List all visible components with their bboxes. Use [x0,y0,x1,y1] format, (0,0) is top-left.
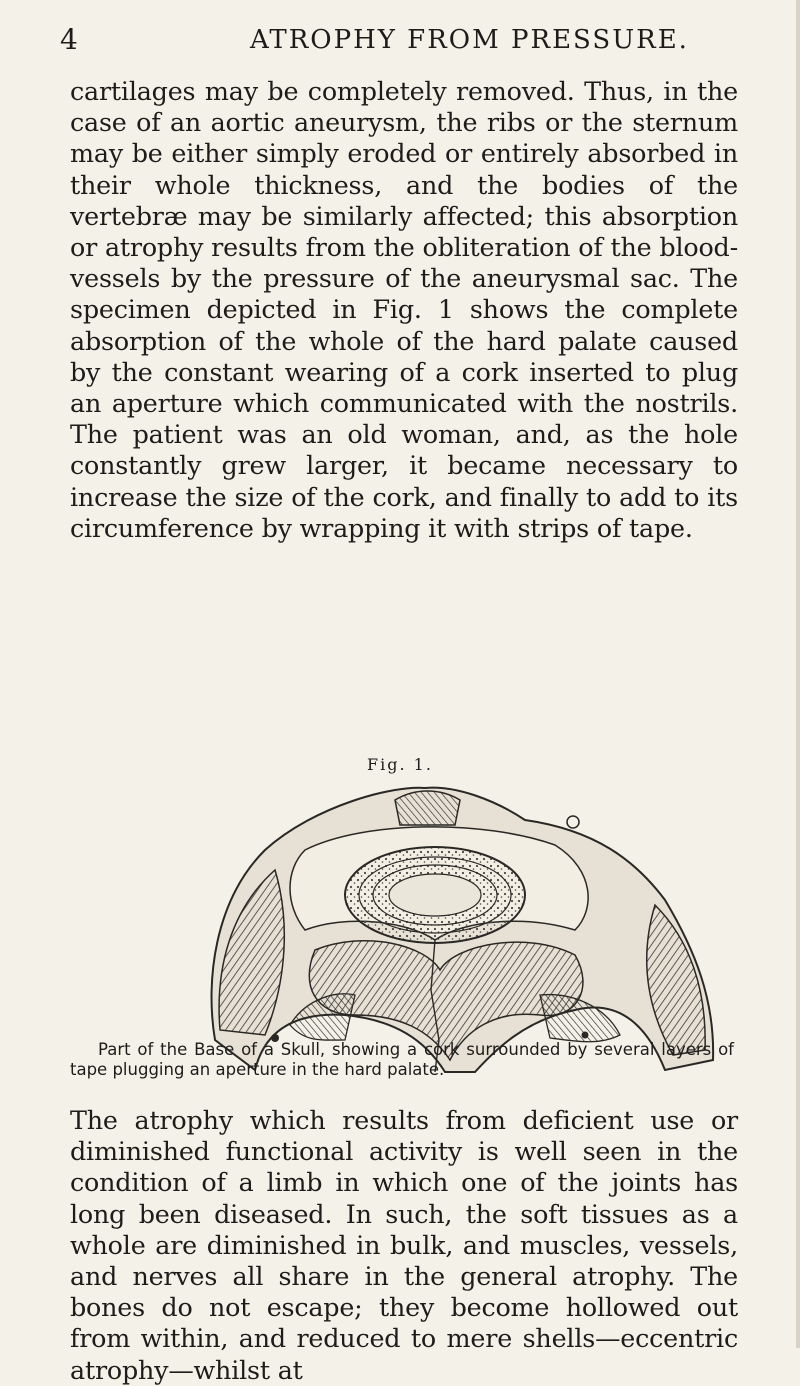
skull-base-illustration [195,780,785,1076]
figure-label: Fig. 1. [367,755,433,774]
page-edge [796,0,800,1348]
paragraph-2: The atrophy which results from deficient use or diminished functional activity is well seen in the condition of a limb in which one of the joints has long been diseased. In such, the soft tissues as a whole are diminished in bulk, and muscles, vessels, and nerves all share in the general atrophy. The bones do not escape; they become hollowed out from within, and reduced to mere shells—eccentric atrophy—whilst at [70,1105,738,1385]
tape-layer-3 [389,874,481,916]
page-number: 4 [60,23,78,56]
foramen-right [582,1032,589,1039]
foramen-top [567,816,579,828]
figure-caption: Part of the Base of a Skull, showing a cork surrounded by several layers of tape plugging an aperture in the hard palate. [70,1040,734,1079]
page-header [60,18,760,62]
paragraph-1: cartilages may be completely removed. Thus, in the case of an aortic aneurysm, the ribs or the sternum may be either simply eroded or entirely absorbed in their whole thickness, and the bodies of the vertebræ may be similarly affected; this absorption or atrophy results from the obliteration of the blood-vessels by the pressure of the aneurysmal sac. The specimen depicted in Fig. 1 shows the complete absorption of the whole of the hard palate caused by the constant wearing of a cork inserted to plug an aperture which communicated with the nostrils. The patient was an old woman, and, as the hole constantly grew larger, it became necessary to increase the size of the cork, and finally to add to its circumference by wrapping it with strips of tape. [70,76,738,543]
top-crest [395,791,460,825]
skull-engraving [195,780,785,1076]
running-head: ATROPHY FROM PRESSURE. [250,25,689,55]
